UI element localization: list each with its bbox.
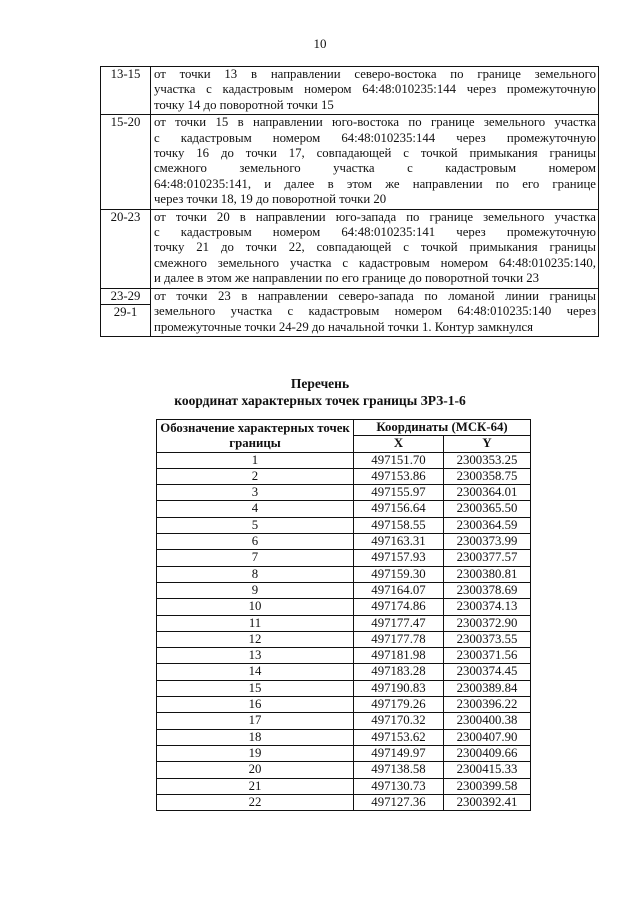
y-coordinate-cell: 2300409.66 [444,745,531,761]
y-coordinate-cell: 2300373.55 [444,631,531,647]
table-row [157,664,531,680]
x-coordinate-cell: 497174.86 [354,599,444,615]
table-row [157,778,531,794]
segment-description [151,288,599,336]
table-row [157,582,531,598]
x-coordinate-cell: 497149.97 [354,745,444,761]
point-number-cell: 3 [157,485,354,501]
segment-id: 13-15 [110,67,141,81]
point-number-cell: 15 [157,680,354,696]
coords-column-header: Координаты (МСК-64) [354,420,531,436]
x-coordinate-cell: 497151.70 [354,452,444,468]
segment-description-line: промежуточные точки 24-29 до начальной точки 1. Контур замкнулся [154,319,534,334]
heading-line-2: координат характерных точек границы ЗРЗ-1-6 [174,393,466,408]
coordinates-table [156,419,531,811]
point-column-header: Обозначение характерных точек границы [157,420,354,453]
point-number-cell: 1 [157,452,354,468]
page-number: 10 [313,36,327,51]
x-coordinate-cell: 497181.98 [354,648,444,664]
x-coordinate-cell: 497156.64 [354,501,444,517]
x-coordinate-cell: 497130.73 [354,778,444,794]
segment-description-line: участка с кадастровым номером 64:48:010235:144 через промежуточную [154,82,596,97]
x-coordinate-cell: 497163.31 [354,534,444,550]
segment-description-line: с кадастровым номером 64:48:010235:144 через промежуточную [154,130,596,145]
table-row [157,615,531,631]
segment-description-line: от точки 15 в направлении юго-востока по границе земельного участка [154,115,596,130]
y-coordinate-cell: 2300364.01 [444,485,531,501]
segment-description-line: смежного земельного участка с кадастровым номером [154,161,596,176]
x-coordinate-cell: 497177.47 [354,615,444,631]
segment-description-line: с кадастровым номером 64:48:010235:141 через промежуточную [154,225,596,240]
segment-description [151,209,599,288]
y-coordinate-cell: 2300378.69 [444,582,531,598]
table-row [157,452,531,468]
point-number-cell: 20 [157,762,354,778]
segment-id-cell [101,288,151,336]
segment-row [101,209,599,288]
point-number-cell: 11 [157,615,354,631]
segment-id-cell [101,115,151,209]
segment-id: 15-20 [110,115,141,130]
segment-id: 29-1 [101,304,150,320]
table-row [157,550,531,566]
segment-row [101,288,599,336]
y-coordinate-cell: 2300353.25 [444,452,531,468]
segment-description-line: точку 14 до поворотной точки 15 [154,97,334,112]
segment-id-cell [101,67,151,115]
x-coordinate-cell: 497158.55 [354,517,444,533]
coordinates-heading [0,375,640,409]
point-number-cell: 17 [157,713,354,729]
y-coordinate-cell: 2300364.59 [444,517,531,533]
x-coordinate-cell: 497177.78 [354,631,444,647]
x-coordinate-cell: 497183.28 [354,664,444,680]
segment-id: 20-23 [110,209,141,224]
segment-description-line: от точки 23 в направлении северо-запада по ломаной линии границы [154,288,596,303]
segment-row [101,67,599,115]
table-row [157,599,531,615]
x-coordinate-cell: 497190.83 [354,680,444,696]
point-number-cell: 4 [157,501,354,517]
y-column-header: Y [444,436,531,452]
point-number-cell: 22 [157,794,354,810]
x-coordinate-cell: 497170.32 [354,713,444,729]
x-coordinate-cell: 497153.62 [354,729,444,745]
y-coordinate-cell: 2300415.33 [444,762,531,778]
x-coordinate-cell: 497157.93 [354,550,444,566]
x-coordinate-cell: 497127.36 [354,794,444,810]
point-number-cell: 5 [157,517,354,533]
y-coordinate-cell: 2300400.38 [444,713,531,729]
table-row [157,517,531,533]
segment-description-line: смежного земельного участка с кадастровым номером 64:48:010235:140, [154,255,596,270]
segment-description-line: через точки 18, 19 до поворотной точки 20 [154,192,387,207]
coordinates-header-row [157,420,531,436]
y-coordinate-cell: 2300371.56 [444,648,531,664]
point-number-cell: 2 [157,468,354,484]
segment-description-line: от точки 20 в направлении юго-запада по границе земельного участка [154,209,596,224]
segment-description [151,67,599,115]
table-row [157,485,531,501]
y-coordinate-cell: 2300392.41 [444,794,531,810]
y-coordinate-cell: 2300358.75 [444,468,531,484]
table-row [157,680,531,696]
x-coordinate-cell: 497153.86 [354,468,444,484]
segment-description-table [100,66,599,337]
table-row [157,631,531,647]
y-coordinate-cell: 2300396.22 [444,697,531,713]
point-number-cell: 9 [157,582,354,598]
point-number-cell: 6 [157,534,354,550]
segment-description [151,115,599,209]
table-row [157,534,531,550]
y-coordinate-cell: 2300407.90 [444,729,531,745]
x-coordinate-cell: 497155.97 [354,485,444,501]
table-row [157,501,531,517]
segment-description-line: точку 21 до точки 22, совпадающей с точкой примыкания границы [154,240,596,255]
point-number-cell: 18 [157,729,354,745]
point-number-cell: 21 [157,778,354,794]
point-number-cell: 12 [157,631,354,647]
point-number-cell: 19 [157,745,354,761]
x-column-header: X [354,436,444,452]
x-coordinate-cell: 497159.30 [354,566,444,582]
segment-description-line: земельного участка с кадастровым номером 64:48:010235:140 через [154,304,596,319]
table-row [157,697,531,713]
y-coordinate-cell: 2300389.84 [444,680,531,696]
segment-description-line: точку 16 до точки 17, совпадающей с точкой примыкания границы [154,146,596,161]
table-row [157,794,531,810]
table-row [157,468,531,484]
y-coordinate-cell: 2300374.45 [444,664,531,680]
table-row [157,729,531,745]
y-coordinate-cell: 2300374.13 [444,599,531,615]
x-coordinate-cell: 497138.58 [354,762,444,778]
point-number-cell: 13 [157,648,354,664]
y-coordinate-cell: 2300373.99 [444,534,531,550]
y-coordinate-cell: 2300399.58 [444,778,531,794]
y-coordinate-cell: 2300380.81 [444,566,531,582]
table-row [157,648,531,664]
segment-description-line: 64:48:010235:141, и далее в этом же направлении по его границе [154,176,596,191]
point-number-cell: 14 [157,664,354,680]
point-number-cell: 7 [157,550,354,566]
point-number-cell: 8 [157,566,354,582]
x-coordinate-cell: 497179.26 [354,697,444,713]
segment-id-cell [101,209,151,288]
segment-description-line: и далее в этом же направлении по его границе до поворотной точки 23 [154,271,540,286]
heading-line-1: Перечень [290,376,350,391]
segment-description-line: от точки 13 в направлении северо-востока по границе земельного [154,67,596,81]
segment-row [101,115,599,209]
x-coordinate-cell: 497164.07 [354,582,444,598]
table-row [157,566,531,582]
table-row [157,745,531,761]
point-number-cell: 10 [157,599,354,615]
segment-id: 23-29 [110,288,141,303]
y-coordinate-cell: 2300377.57 [444,550,531,566]
point-number-cell: 16 [157,697,354,713]
y-coordinate-cell: 2300372.90 [444,615,531,631]
table-row [157,713,531,729]
table-row [157,762,531,778]
y-coordinate-cell: 2300365.50 [444,501,531,517]
